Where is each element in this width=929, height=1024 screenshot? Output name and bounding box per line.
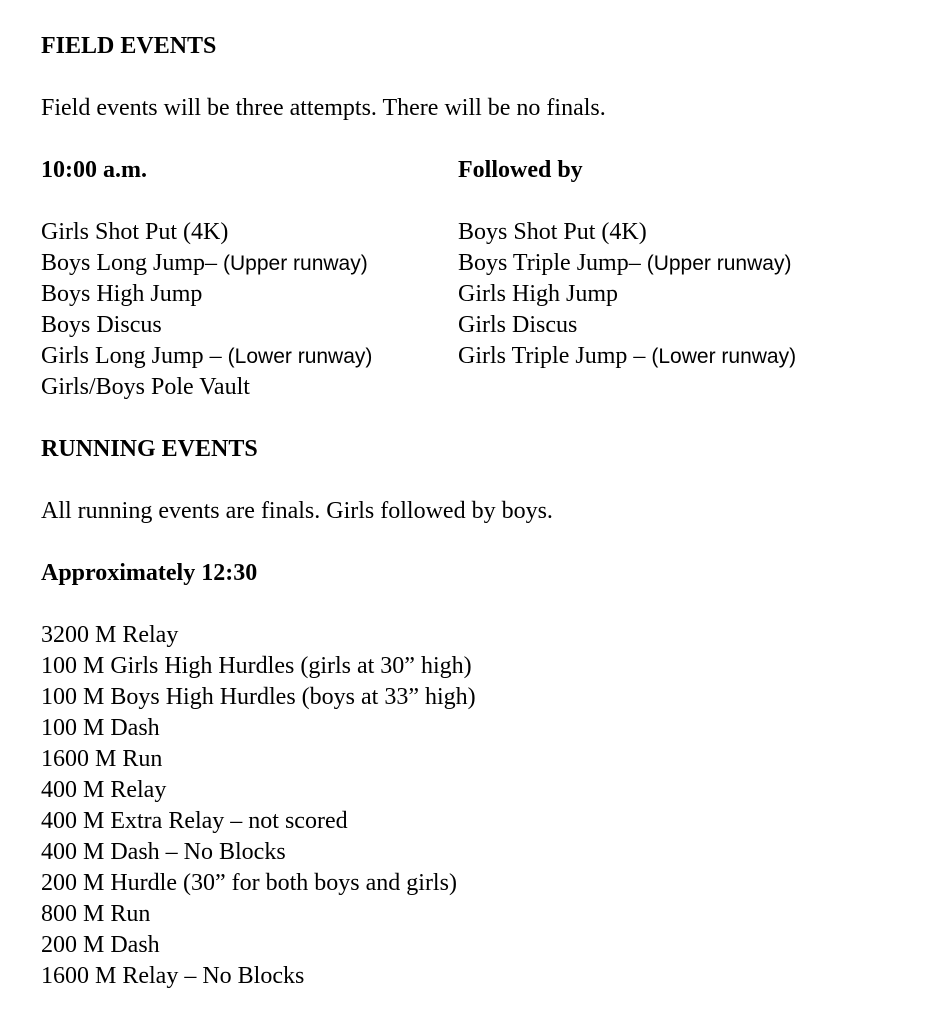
- left-event-2: Boys Long Jump– (Upper runway): [41, 250, 368, 276]
- field-time-row: [41, 155, 911, 186]
- right-event-2: Boys Triple Jump– (Upper runway): [458, 250, 792, 276]
- running-event: 400 M Dash – No Blocks: [41, 839, 286, 865]
- running-event: 100 M Boys High Hurdles (boys at 33” high): [41, 684, 476, 710]
- field-events-note: Field events will be three attempts. There will be no finals.: [41, 95, 606, 121]
- field-start-time: 10:00 a.m.: [41, 157, 147, 183]
- running-event: 1600 M Run: [41, 746, 163, 772]
- running-event: 800 M Run: [41, 901, 151, 927]
- running-events-heading: RUNNING EVENTS: [41, 436, 258, 462]
- running-event: 100 M Girls High Hurdles (girls at 30” high): [41, 653, 472, 679]
- running-events-note: All running events are finals. Girls followed by boys.: [41, 498, 553, 524]
- right-event-3: Girls High Jump: [458, 281, 619, 307]
- field-event-row: [41, 372, 911, 403]
- left-event-4: Boys Discus: [41, 312, 162, 338]
- left-event-5: Girls Long Jump – (Lower runway): [41, 343, 373, 369]
- running-event: 1600 M Relay – No Blocks: [41, 963, 305, 989]
- field-followed-by: Followed by: [458, 157, 583, 183]
- left-event-6: Girls/Boys Pole Vault: [41, 374, 250, 400]
- field-events-heading: FIELD EVENTS: [41, 33, 217, 59]
- running-event: 400 M Relay: [41, 777, 167, 803]
- left-event-3: Boys High Jump: [41, 281, 203, 307]
- field-event-row: [41, 248, 911, 279]
- running-event: 100 M Dash: [41, 715, 160, 741]
- left-event-1: Girls Shot Put (4K): [41, 219, 229, 245]
- schedule-page: [41, 31, 911, 992]
- running-start-time: Approximately 12:30: [41, 560, 258, 586]
- running-event: 400 M Extra Relay – not scored: [41, 808, 348, 834]
- right-event-4: Girls Discus: [458, 312, 578, 338]
- field-event-row: [41, 279, 911, 310]
- right-event-5: Girls Triple Jump – (Lower runway): [458, 343, 797, 369]
- running-event: 200 M Dash: [41, 932, 160, 958]
- field-event-row: [41, 341, 911, 372]
- running-event: 200 M Hurdle (30” for both boys and girls): [41, 870, 457, 896]
- right-event-1: Boys Shot Put (4K): [458, 219, 647, 245]
- running-event: 3200 M Relay: [41, 622, 179, 648]
- field-event-row: [41, 310, 911, 341]
- field-event-row: [41, 217, 911, 248]
